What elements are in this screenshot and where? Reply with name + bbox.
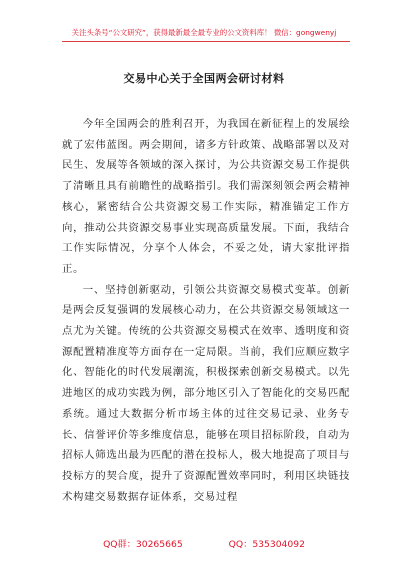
paragraph-intro: 今年全国两会的胜利召开，为我国在新征程上的发展绘就了宏伟蓝图。两会期间，诸多方针政策、战略部署以及对民生、发展等各领域的深入探讨，为公共资源交易工作提供了清晰且具有前瞻性的战略指引。我们需深刻领会两会精神核心，紧密结合公共资源交易工作实际，精准锚定工作方向，推动公共资源交易事业实现高质量发展。下面，我结合工作实际情况，分享个人体会，不妥之处，请大家批评指正。 (62, 118, 350, 275)
document-title: 交易中心关于全国两会研讨材料 (123, 72, 285, 85)
document-body (62, 114, 350, 507)
footer-contact (0, 536, 408, 550)
footer-qq-number: QQ：535304092 (228, 539, 305, 550)
footer-qq-group: QQ群：30265665 (103, 539, 183, 550)
paragraph-section-one: 一、坚持创新驱动，引领公共资源交易模式变革。创新是两会反复强调的发展核心动力，在公共资源交易领域这一点尤为关键。传统的公共资源交易模式在效率、透明度和资源配置精准度等方面存在一定局限。当前，我们应顺应数字化、智能化的时代发展潮流，积极探索创新交易模式。以先进地区的成功实践为例，部分地区引入了智能化的交易匹配系统。通过大数据分析市场主体的过往交易记录、业务专长、信誉评价等多维度信息，能够在项目招标阶段，自动为招标人筛选出最为匹配的潜在投标人，极大地提高了项目与投标方的契合度，提升了资源配置效率同时，利用区块链技术构建交易数据存证体系，交易过程 (62, 283, 350, 503)
header-banner: 关注头条号“公文研究”，获得最新最全最专业的公文资料库！ 微信：gongwenyj (71, 28, 337, 37)
header-divider (62, 41, 350, 42)
